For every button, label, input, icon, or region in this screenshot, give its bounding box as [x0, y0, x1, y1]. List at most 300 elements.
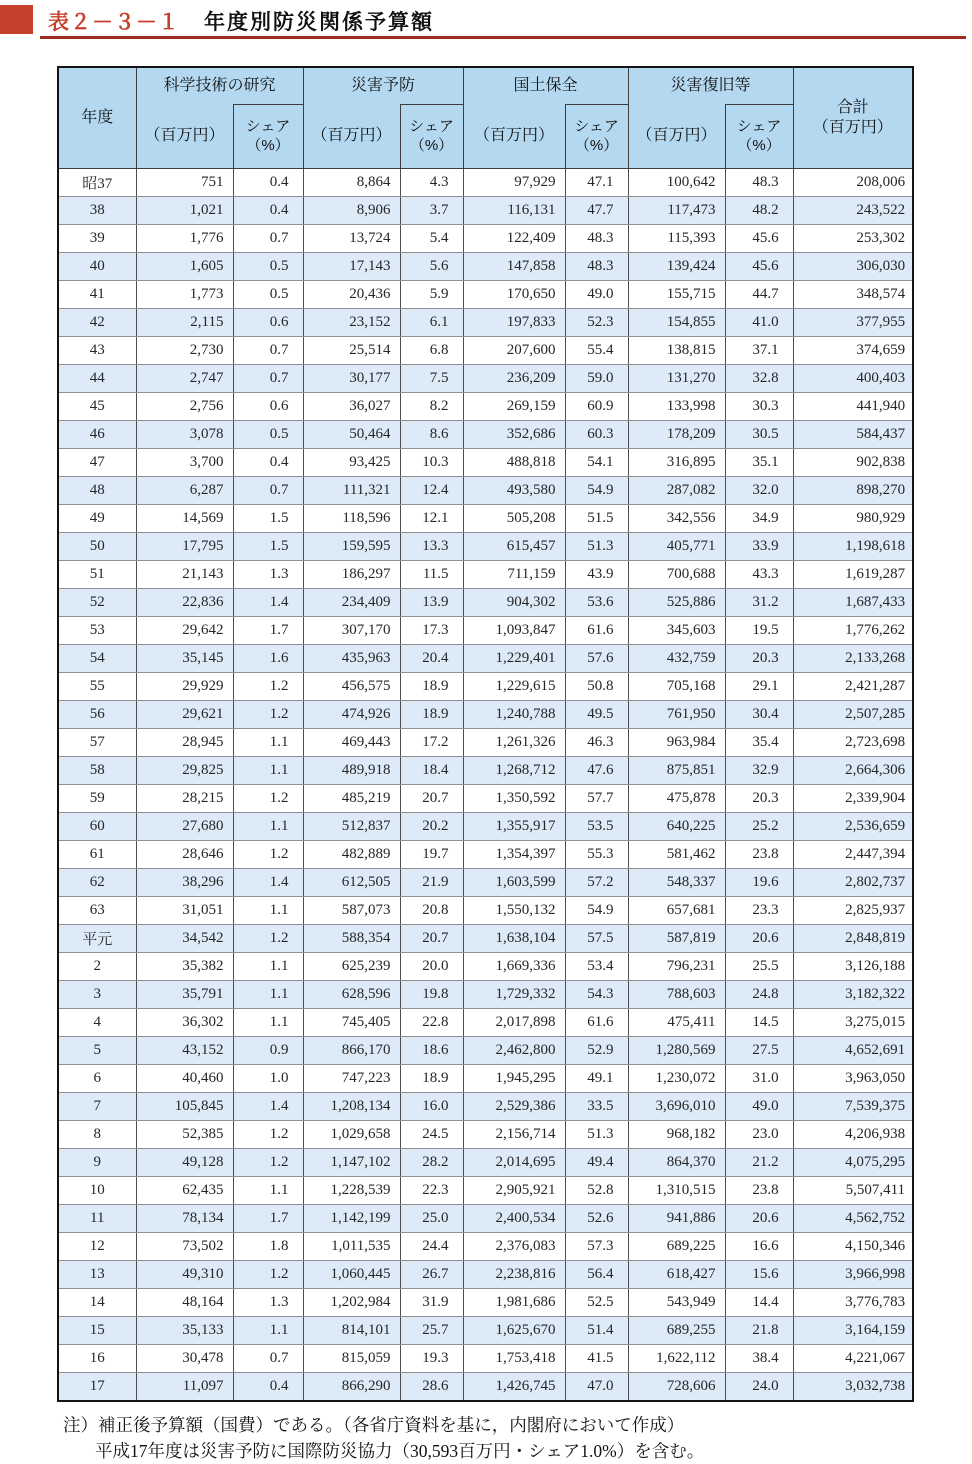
share-cell: 51.3: [565, 1121, 628, 1149]
amount-cell: 170,650: [463, 281, 565, 309]
amount-cell: 35,133: [136, 1317, 233, 1345]
amount-cell: 745,405: [303, 1009, 400, 1037]
amount-cell: 1,280,569: [628, 1037, 725, 1065]
share-cell: 25.7: [400, 1317, 463, 1345]
year-cell: 3: [58, 981, 136, 1009]
share-cell: 57.2: [565, 869, 628, 897]
total-cell: 377,955: [793, 309, 913, 337]
amount-cell: 352,686: [463, 421, 565, 449]
share-cell: 32.9: [725, 757, 793, 785]
share-cell: 28.6: [400, 1373, 463, 1402]
note-prefix: 注）: [63, 1415, 98, 1435]
total-cell: 3,032,738: [793, 1373, 913, 1402]
total-cell: 3,164,159: [793, 1317, 913, 1345]
total-cell: 2,339,904: [793, 785, 913, 813]
total-cell: 2,507,285: [793, 701, 913, 729]
share-cell: 47.7: [565, 197, 628, 225]
total-cell: 1,776,262: [793, 617, 913, 645]
amount-cell: 52,385: [136, 1121, 233, 1149]
amount-cell: 29,929: [136, 673, 233, 701]
amount-cell: 864,370: [628, 1149, 725, 1177]
amount-cell: 689,225: [628, 1233, 725, 1261]
share-cell: 22.8: [400, 1009, 463, 1037]
share-cell: 0.4: [233, 449, 303, 477]
share-cell: 1.1: [233, 757, 303, 785]
share-cell: 30.5: [725, 421, 793, 449]
amount-cell: 111,321: [303, 477, 400, 505]
share-cell: 49.0: [725, 1093, 793, 1121]
total-cell: 4,221,067: [793, 1345, 913, 1373]
amount-cell: 30,177: [303, 365, 400, 393]
share-cell: 24.0: [725, 1373, 793, 1402]
share-cell: 1.2: [233, 841, 303, 869]
table-row: [58, 365, 913, 393]
amount-cell: 728,606: [628, 1373, 725, 1402]
share-cell: 51.4: [565, 1317, 628, 1345]
amount-cell: 207,600: [463, 337, 565, 365]
notes: [63, 1412, 972, 1464]
amount-cell: 1,981,686: [463, 1289, 565, 1317]
share-cell: 1.5: [233, 505, 303, 533]
share-cell: 1.8: [233, 1233, 303, 1261]
share-cell: 21.8: [725, 1317, 793, 1345]
share-cell: 21.2: [725, 1149, 793, 1177]
share-cell: 32.0: [725, 477, 793, 505]
share-cell: 55.4: [565, 337, 628, 365]
total-cell: 2,536,659: [793, 813, 913, 841]
header-group-disaster-recovery: 災害復旧等: [628, 67, 793, 105]
amount-cell: 615,457: [463, 533, 565, 561]
year-cell: 11: [58, 1205, 136, 1233]
total-cell: 3,776,783: [793, 1289, 913, 1317]
amount-cell: 814,101: [303, 1317, 400, 1345]
share-cell: 57.5: [565, 925, 628, 953]
year-cell: 2: [58, 953, 136, 981]
amount-cell: 747,223: [303, 1065, 400, 1093]
total-cell: 4,562,752: [793, 1205, 913, 1233]
amount-cell: 1,753,418: [463, 1345, 565, 1373]
total-cell: 898,270: [793, 477, 913, 505]
share-cell: 15.6: [725, 1261, 793, 1289]
share-cell: 35.1: [725, 449, 793, 477]
share-cell: 33.9: [725, 533, 793, 561]
share-cell: 0.7: [233, 1345, 303, 1373]
amount-cell: 2,376,083: [463, 1233, 565, 1261]
table-body: [58, 169, 913, 1402]
total-cell: 306,030: [793, 253, 913, 281]
amount-cell: 705,168: [628, 673, 725, 701]
title-bar: [0, 0, 972, 44]
share-cell: 54.9: [565, 897, 628, 925]
share-cell: 19.6: [725, 869, 793, 897]
amount-cell: 1,669,336: [463, 953, 565, 981]
share-cell: 54.1: [565, 449, 628, 477]
share-cell: 20.2: [400, 813, 463, 841]
amount-cell: 2,156,714: [463, 1121, 565, 1149]
year-cell: 46: [58, 421, 136, 449]
amount-cell: 50,464: [303, 421, 400, 449]
amount-cell: 581,462: [628, 841, 725, 869]
amount-cell: 6,287: [136, 477, 233, 505]
share-cell: 1.4: [233, 589, 303, 617]
amount-cell: 405,771: [628, 533, 725, 561]
share-cell: 16.0: [400, 1093, 463, 1121]
total-cell: 4,075,295: [793, 1149, 913, 1177]
share-cell: 1.4: [233, 869, 303, 897]
table-row: [58, 981, 913, 1009]
amount-cell: 35,145: [136, 645, 233, 673]
year-cell: 6: [58, 1065, 136, 1093]
share-cell: 18.6: [400, 1037, 463, 1065]
share-cell: 18.9: [400, 1065, 463, 1093]
share-cell: 26.7: [400, 1261, 463, 1289]
share-cell: 25.0: [400, 1205, 463, 1233]
share-cell: 20.0: [400, 953, 463, 981]
share-cell: 1.2: [233, 785, 303, 813]
total-cell: 1,687,433: [793, 589, 913, 617]
share-cell: 1.1: [233, 813, 303, 841]
table-row: [58, 1009, 913, 1037]
share-cell: 20.8: [400, 897, 463, 925]
amount-cell: 8,906: [303, 197, 400, 225]
share-cell: 0.7: [233, 477, 303, 505]
amount-cell: 40,460: [136, 1065, 233, 1093]
share-cell: 0.7: [233, 365, 303, 393]
share-cell: 29.1: [725, 673, 793, 701]
amount-cell: 456,575: [303, 673, 400, 701]
table-row: [58, 785, 913, 813]
share-cell: 49.0: [565, 281, 628, 309]
amount-cell: 8,864: [303, 169, 400, 197]
amount-cell: 345,603: [628, 617, 725, 645]
share-cell: 52.5: [565, 1289, 628, 1317]
share-cell: 14.4: [725, 1289, 793, 1317]
year-cell: 53: [58, 617, 136, 645]
share-cell: 14.5: [725, 1009, 793, 1037]
amount-cell: 2,756: [136, 393, 233, 421]
total-cell: 2,447,394: [793, 841, 913, 869]
year-cell: 14: [58, 1289, 136, 1317]
share-cell: 20.3: [725, 785, 793, 813]
amount-cell: 543,949: [628, 1289, 725, 1317]
amount-cell: 1,310,515: [628, 1177, 725, 1205]
share-cell: 7.5: [400, 365, 463, 393]
amount-cell: 875,851: [628, 757, 725, 785]
share-cell: 24.5: [400, 1121, 463, 1149]
share-cell: 46.3: [565, 729, 628, 757]
share-cell: 0.6: [233, 309, 303, 337]
share-cell: 19.8: [400, 981, 463, 1009]
share-cell: 47.0: [565, 1373, 628, 1402]
amount-cell: 155,715: [628, 281, 725, 309]
share-cell: 1.1: [233, 981, 303, 1009]
header-total-line2: （百万円）: [812, 119, 893, 136]
amount-cell: 73,502: [136, 1233, 233, 1261]
amount-cell: 269,159: [463, 393, 565, 421]
amount-cell: 1,945,295: [463, 1065, 565, 1093]
share-cell: 20.6: [725, 925, 793, 953]
share-cell: 51.3: [565, 533, 628, 561]
share-cell: 17.3: [400, 617, 463, 645]
table-row: [58, 421, 913, 449]
share-cell: 32.8: [725, 365, 793, 393]
amount-cell: 866,290: [303, 1373, 400, 1402]
total-cell: 3,963,050: [793, 1065, 913, 1093]
table-row: [58, 589, 913, 617]
total-cell: 243,522: [793, 197, 913, 225]
share-cell: 1.2: [233, 1261, 303, 1289]
table-row: [58, 477, 913, 505]
amount-cell: 512,837: [303, 813, 400, 841]
share-cell: 48.3: [725, 169, 793, 197]
share-cell: 20.7: [400, 785, 463, 813]
header-share-conservation: [565, 105, 628, 169]
share-cell: 52.3: [565, 309, 628, 337]
amount-cell: 657,681: [628, 897, 725, 925]
share-cell: 1.2: [233, 1121, 303, 1149]
page-title: 年度別防災関係予算額: [204, 11, 434, 34]
share-cell: 0.7: [233, 337, 303, 365]
amount-cell: 432,759: [628, 645, 725, 673]
table-row: [58, 1233, 913, 1261]
share-cell: 60.3: [565, 421, 628, 449]
amount-cell: 21,143: [136, 561, 233, 589]
amount-cell: 29,825: [136, 757, 233, 785]
amount-cell: 2,529,386: [463, 1093, 565, 1121]
share-cell: 0.4: [233, 169, 303, 197]
share-unit: （%）: [574, 136, 619, 154]
amount-cell: 866,170: [303, 1037, 400, 1065]
table-row: [58, 617, 913, 645]
amount-cell: 640,225: [628, 813, 725, 841]
table-row: [58, 561, 913, 589]
amount-cell: 28,646: [136, 841, 233, 869]
share-cell: 25.5: [725, 953, 793, 981]
amount-cell: 35,791: [136, 981, 233, 1009]
title-row: [48, 6, 434, 36]
share-cell: 53.6: [565, 589, 628, 617]
share-cell: 24.8: [725, 981, 793, 1009]
table-row: [58, 225, 913, 253]
table-row: [58, 729, 913, 757]
amount-cell: 1,142,199: [303, 1205, 400, 1233]
amount-cell: 29,642: [136, 617, 233, 645]
total-cell: 7,539,375: [793, 1093, 913, 1121]
amount-cell: 796,231: [628, 953, 725, 981]
share-cell: 38.4: [725, 1345, 793, 1373]
share-cell: 1.1: [233, 1009, 303, 1037]
header-share-science: [233, 105, 303, 169]
total-cell: 348,574: [793, 281, 913, 309]
amount-cell: 1,093,847: [463, 617, 565, 645]
table-row: [58, 953, 913, 981]
year-cell: 41: [58, 281, 136, 309]
year-cell: 43: [58, 337, 136, 365]
amount-cell: 1,605: [136, 253, 233, 281]
share-cell: 12.1: [400, 505, 463, 533]
table-row: [58, 841, 913, 869]
share-cell: 47.6: [565, 757, 628, 785]
amount-cell: 43,152: [136, 1037, 233, 1065]
year-cell: 12: [58, 1233, 136, 1261]
total-cell: 2,133,268: [793, 645, 913, 673]
share-cell: 23.8: [725, 841, 793, 869]
share-cell: 8.2: [400, 393, 463, 421]
amount-cell: 1,240,788: [463, 701, 565, 729]
header-share-prevention: [400, 105, 463, 169]
year-cell: 17: [58, 1373, 136, 1402]
amount-cell: 1,773: [136, 281, 233, 309]
amount-cell: 1,268,712: [463, 757, 565, 785]
year-cell: 47: [58, 449, 136, 477]
amount-cell: 147,858: [463, 253, 565, 281]
share-cell: 22.3: [400, 1177, 463, 1205]
year-cell: 49: [58, 505, 136, 533]
share-cell: 48.3: [565, 225, 628, 253]
total-cell: 1,619,287: [793, 561, 913, 589]
header-group-land-conservation: 国土保全: [463, 67, 628, 105]
share-cell: 19.7: [400, 841, 463, 869]
amount-cell: 3,078: [136, 421, 233, 449]
share-cell: 23.8: [725, 1177, 793, 1205]
year-cell: 9: [58, 1149, 136, 1177]
share-cell: 54.9: [565, 477, 628, 505]
amount-cell: 31,051: [136, 897, 233, 925]
share-cell: 43.9: [565, 561, 628, 589]
total-cell: 2,825,937: [793, 897, 913, 925]
share-unit: （%）: [737, 136, 781, 154]
table-row: [58, 673, 913, 701]
amount-cell: 761,950: [628, 701, 725, 729]
amount-cell: 1,603,599: [463, 869, 565, 897]
amount-cell: 469,443: [303, 729, 400, 757]
amount-cell: 1,550,132: [463, 897, 565, 925]
amount-cell: 475,878: [628, 785, 725, 813]
header-share-recovery: [725, 105, 793, 169]
amount-cell: 2,238,816: [463, 1261, 565, 1289]
table-row: [58, 925, 913, 953]
amount-cell: 1,230,072: [628, 1065, 725, 1093]
share-cell: 16.6: [725, 1233, 793, 1261]
amount-cell: 1,208,134: [303, 1093, 400, 1121]
amount-cell: 236,209: [463, 365, 565, 393]
year-cell: 60: [58, 813, 136, 841]
share-cell: 53.4: [565, 953, 628, 981]
year-cell: 63: [58, 897, 136, 925]
table-row: [58, 309, 913, 337]
share-cell: 0.4: [233, 1373, 303, 1402]
year-cell: 15: [58, 1317, 136, 1345]
note-line-2: 平成17年度は災害予防に国際防災協力（30,593百万円・シェア1.0%）を含む。: [95, 1441, 705, 1461]
year-cell: 52: [58, 589, 136, 617]
amount-cell: 35,382: [136, 953, 233, 981]
share-cell: 20.7: [400, 925, 463, 953]
share-cell: 53.5: [565, 813, 628, 841]
table-row: [58, 1205, 913, 1233]
year-cell: 57: [58, 729, 136, 757]
total-cell: 584,437: [793, 421, 913, 449]
table-row: [58, 197, 913, 225]
share-cell: 0.5: [233, 281, 303, 309]
amount-cell: 2,462,800: [463, 1037, 565, 1065]
share-unit: （%）: [409, 136, 454, 154]
share-cell: 18.4: [400, 757, 463, 785]
amount-cell: 115,393: [628, 225, 725, 253]
share-cell: 0.7: [233, 225, 303, 253]
amount-cell: 22,836: [136, 589, 233, 617]
header-amount-recovery: （百万円）: [628, 105, 725, 169]
amount-cell: 178,209: [628, 421, 725, 449]
share-label: シェア: [245, 117, 291, 135]
share-cell: 28.2: [400, 1149, 463, 1177]
amount-cell: 689,255: [628, 1317, 725, 1345]
share-label: シェア: [409, 117, 454, 135]
header-total-line1: 合計: [836, 99, 869, 116]
amount-cell: 587,073: [303, 897, 400, 925]
amount-cell: 618,427: [628, 1261, 725, 1289]
amount-cell: 1,011,535: [303, 1233, 400, 1261]
amount-cell: 1,426,745: [463, 1373, 565, 1402]
header-sub-row: [58, 105, 913, 169]
share-cell: 1.2: [233, 673, 303, 701]
table-row: [58, 1177, 913, 1205]
amount-cell: 1,261,326: [463, 729, 565, 757]
year-cell: 8: [58, 1121, 136, 1149]
share-cell: 1.2: [233, 925, 303, 953]
amount-cell: 489,918: [303, 757, 400, 785]
share-cell: 44.7: [725, 281, 793, 309]
table-row: [58, 897, 913, 925]
total-cell: 980,929: [793, 505, 913, 533]
header-amount-conservation: （百万円）: [463, 105, 565, 169]
amount-cell: 234,409: [303, 589, 400, 617]
year-cell: 48: [58, 477, 136, 505]
share-cell: 51.5: [565, 505, 628, 533]
amount-cell: 23,152: [303, 309, 400, 337]
amount-cell: 904,302: [463, 589, 565, 617]
amount-cell: 482,889: [303, 841, 400, 869]
table-number-label: 表２－３－１: [48, 11, 180, 34]
total-cell: 3,966,998: [793, 1261, 913, 1289]
table-row: [58, 1345, 913, 1373]
table-row: [58, 533, 913, 561]
amount-cell: 14,569: [136, 505, 233, 533]
amount-cell: 1,029,658: [303, 1121, 400, 1149]
share-cell: 52.6: [565, 1205, 628, 1233]
share-cell: 19.5: [725, 617, 793, 645]
amount-cell: 1,229,401: [463, 645, 565, 673]
amount-cell: 435,963: [303, 645, 400, 673]
share-cell: 55.3: [565, 841, 628, 869]
share-cell: 12.4: [400, 477, 463, 505]
share-cell: 23.0: [725, 1121, 793, 1149]
amount-cell: 116,131: [463, 197, 565, 225]
share-cell: 31.2: [725, 589, 793, 617]
amount-cell: 78,134: [136, 1205, 233, 1233]
table-row: [58, 1065, 913, 1093]
amount-cell: 3,696,010: [628, 1093, 725, 1121]
total-cell: 2,848,819: [793, 925, 913, 953]
share-cell: 52.9: [565, 1037, 628, 1065]
share-cell: 1.5: [233, 533, 303, 561]
header-group-row: [58, 67, 913, 105]
share-cell: 1.2: [233, 1149, 303, 1177]
amount-cell: 159,595: [303, 533, 400, 561]
amount-cell: 1,622,112: [628, 1345, 725, 1373]
table-row: [58, 169, 913, 197]
share-cell: 23.3: [725, 897, 793, 925]
amount-cell: 1,228,539: [303, 1177, 400, 1205]
